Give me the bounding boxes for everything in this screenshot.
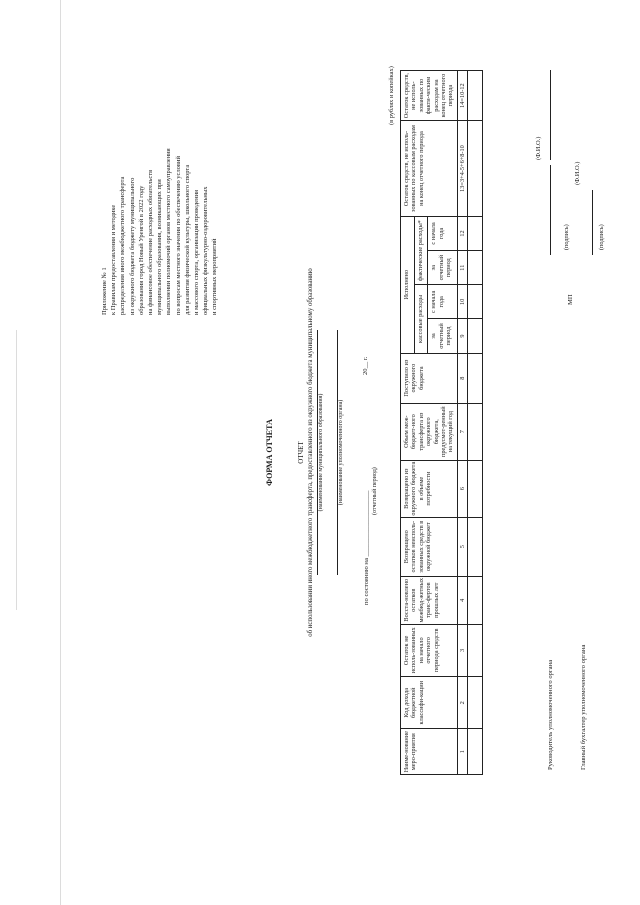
body-caption: (наименование уполномоченного органа) <box>338 399 344 506</box>
col-header-period: за отчетный период <box>428 319 458 353</box>
report-subtitle: об использовании иного межбюджетного трансферта, предоставленного из окружного бюджета муниципальному образованию <box>307 268 314 637</box>
table-cell <box>468 729 483 775</box>
col-header-code: Код дохода бюджетной классифи-кации <box>401 677 458 729</box>
col-header-start-balance: Остаток не исполь-зованных на начало отчетного периода средств <box>401 624 458 676</box>
appendix-line: муниципального образования, возникающих при <box>156 179 164 315</box>
head-sign-line <box>550 165 551 255</box>
table-cell <box>468 403 483 460</box>
column-number: 2 <box>457 677 467 729</box>
column-number: 12 <box>457 216 467 250</box>
column-number: 10 <box>457 285 467 319</box>
head-signature-label: Руководитель уполномоченного органа <box>547 659 554 770</box>
column-number: 8 <box>457 353 467 403</box>
column-number-row <box>457 71 467 775</box>
accountant-sign-line <box>592 190 593 255</box>
table-cell <box>468 677 483 729</box>
as-of-year: 20__ г. <box>362 356 369 375</box>
appendix-line: на финансовое обеспечение расходных обязательств <box>147 169 155 315</box>
appendix-line: официальных физкультурно-оздоровительных <box>202 186 210 315</box>
head-sign-caption: (подпись) <box>563 224 570 250</box>
report-table <box>400 70 483 775</box>
column-number: 4 <box>457 576 467 624</box>
col-header-actual: фактические расходы* <box>414 216 428 284</box>
table-cell <box>468 576 483 624</box>
units-note: (в рублях и копейках) <box>388 66 395 125</box>
accountant-sign-caption: (подпись) <box>598 224 605 250</box>
col-header-name: Наиме-нование меро-приятия <box>401 729 458 775</box>
column-number: 11 <box>457 251 467 285</box>
column-number: 5 <box>457 517 467 576</box>
muni-caption: (наименование муниципального образования) <box>318 393 324 512</box>
column-number: 13=3+4-5+6+8-10 <box>457 121 467 217</box>
appendix-line: Приложение № 1 <box>101 267 108 315</box>
col-header-ytd: с начала года <box>428 216 458 250</box>
column-number: 7 <box>457 403 467 460</box>
appendix-line: образования город Новый Уренгой в 2022 году <box>137 185 145 315</box>
appendix-line: к Правилам предоставления и методике <box>110 204 118 315</box>
appendix-line: распределения иного межбюджетного трансферта <box>119 176 127 315</box>
appendix-line: из окружного бюджета бюджету муниципального <box>128 177 136 315</box>
column-number: 1 <box>457 729 467 775</box>
table-cell <box>468 517 483 576</box>
head-fio-line <box>550 70 551 160</box>
col-header-executed: Исполнено <box>401 216 415 353</box>
appendix-line: выполнении полномочий органов местного самоуправления <box>165 148 173 315</box>
col-header-volume: Объем меж-бюджет-ного трансферта из окружного бюджета, предусмот-ренный на текущий год <box>401 403 458 460</box>
col-header-returned-back: Возвращено из окружного бюджета в объеме потребности <box>401 460 458 517</box>
head-fio-caption: (Ф.И.О.) <box>535 136 542 160</box>
column-number: 3 <box>457 624 467 676</box>
col-header-cash: кассовые расходы <box>414 285 428 353</box>
col-header-cash-balance: Остаток средств, не исполь-зованных по кассовым расходам на конец отчетного периода <box>401 121 458 217</box>
accountant-signature-label: Главный бухгалтер уполномоченного органа <box>580 644 587 770</box>
col-header-received: Поступило из окружного бюджета <box>401 353 458 403</box>
table-cell <box>468 71 483 121</box>
col-header-actual-balance: Остаток средств, не исполь-зованных по факти-ческим расходам на конец отчетного периода <box>401 71 458 121</box>
appendix-line: для развития физической культуры, школьного спорта <box>183 164 191 315</box>
table-header-row <box>401 71 415 775</box>
table-cell <box>468 216 483 250</box>
table-cell <box>468 121 483 217</box>
column-number: 9 <box>457 319 467 353</box>
table-cell <box>468 353 483 403</box>
col-header-period: за отчетный период <box>428 251 458 285</box>
table-cell <box>468 319 483 353</box>
accountant-fio-caption: (Ф.И.О.) <box>574 161 581 185</box>
appendix-line: и спортивных мероприятий <box>211 238 219 315</box>
period-caption: (отчетный период) <box>372 467 378 515</box>
appendix-line: по вопросам местного значения по обеспечению условий <box>174 156 182 315</box>
appendix-block <box>100 15 220 315</box>
table-cell <box>468 624 483 676</box>
column-number: 6 <box>457 460 467 517</box>
table-cell <box>468 251 483 285</box>
appendix-line: и массового спорта, организации проведения <box>193 189 201 315</box>
col-header-ytd: с начала года <box>428 285 458 319</box>
col-header-restored: Восста-новлено остатков межбюд-жетных транс-фертов прошлых лет <box>401 576 458 624</box>
form-title: ФОРМА ОТЧЕТА <box>265 419 274 486</box>
table-cell <box>468 460 483 517</box>
table-row <box>468 71 483 775</box>
as-of-date: по состоянию на ____________________ <box>363 490 370 605</box>
column-number: 14=10-12 <box>457 71 467 121</box>
col-header-returned: Возвращено остатков неисполь-зованных средств в окружной бюджет <box>401 517 458 576</box>
report-title: ОТЧЕТ <box>297 441 305 464</box>
stamp-place: МП <box>567 294 574 305</box>
table-cell <box>468 285 483 319</box>
